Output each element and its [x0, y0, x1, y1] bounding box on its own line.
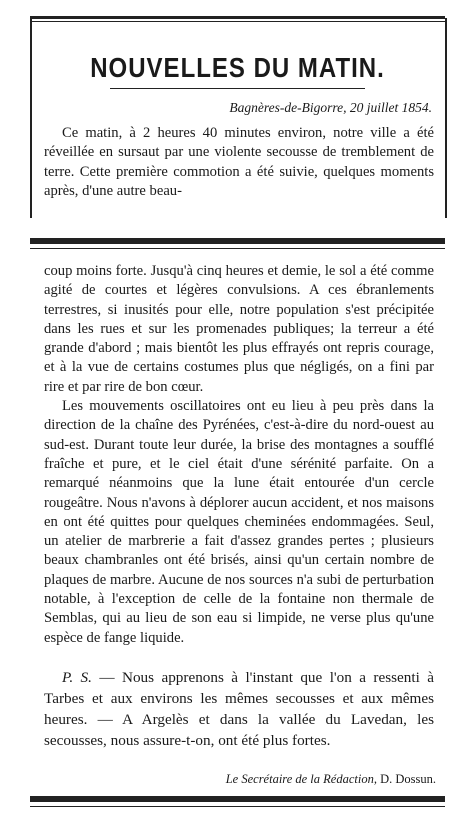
intro-paragraph: Ce matin, à 2 heures 40 minutes environ, notre ville a été réveillée en sursaut par une violente secousse de tremblement de terre. Cette première commotion a été suivie, quelques moments après, d'une autre beau- — [44, 125, 434, 199]
second-paragraph: Les mouvements oscillatoires ont eu lieu à peu près dans la direction de la chaîne des Pyrénées, c'est-à-dire du nord-ouest au sud-est. Durant toute leur durée, la brise des montagnes a soufflé fraîche et pure, et le ciel était d'une sérénité parfaite. On a remarqué néanmoins que la lune était entourée d'un cercle rougeâtre. Nous n'avons à déplorer aucun accident, et nos maisons en ont été quittes pour quelques cheminées endommagées. Seul, un atelier de marbrerie a fait d'assez grandes pertes ; plusieurs beaux chambranles ont été brisés, ainsi qu'un certain nombre de plaques de marbre. Aucune de nos sources n'a subi de perturbation notable, à l'exception de celle de la fontaine non thermale de Semblas, qui au lieu de son eau si limpide, ne verse plus qu'une espèce de fange liquide. — [44, 398, 434, 646]
signature-line — [226, 772, 436, 787]
section-separator-rule — [30, 238, 445, 244]
dateline: Bagnères-de-Bigorre, 20 juillet 1854. — [229, 100, 432, 115]
masthead-title: NOUVELLES DU MATIN. — [90, 52, 385, 84]
postscript-paragraph — [44, 667, 434, 751]
bottom-thin-rule — [30, 806, 445, 807]
article-intro — [44, 124, 434, 201]
postscript-text: — Nous apprenons à l'instant que l'on a ressenti à Tarbes et aux environs les mêmes secousses et aux mêmes heures. — A Argelès et dans la vallée du Lavedan, les secousses, nous assure-t-on, ont été plus fortes. — [44, 669, 434, 749]
signature-name: D. Dossun. — [380, 772, 436, 786]
signature-role: Le Secrétaire de la Rédaction, — [225, 772, 377, 786]
section-separator-thin-rule — [30, 248, 445, 249]
title-underline — [110, 88, 365, 89]
bottom-heavy-rule — [30, 796, 445, 802]
article-body — [44, 262, 434, 648]
postscript-label: P. S. — [62, 669, 92, 686]
continuation-paragraph: coup moins forte. Jusqu'à cinq heures et demie, le sol a été comme agité de courtes et légères convulsions. A ces ébranlements terrestres, si inusités pour elle, notre population s'est précipitée dans les rues et sur les promenades publiques; la terreur a été grande d'abord ; mais bientôt les plus effrayés ont repris courage, et à la vue de certains costumes plus que négligés, on a fini par rire et par rire de bon cœur. — [44, 263, 434, 395]
